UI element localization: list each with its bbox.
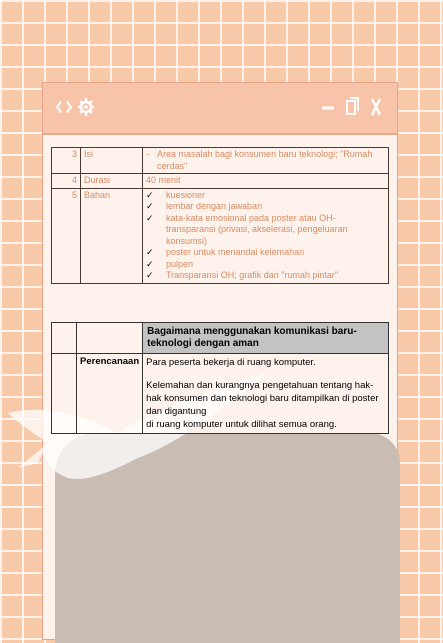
document-window: [42, 82, 398, 640]
row-content: 40 menit: [143, 174, 389, 189]
list-item: ✓ Transparansi OH; grafik dari "rumah pintar": [146, 270, 339, 280]
list-item: ✓ pulpen: [146, 258, 194, 269]
close-icon[interactable]: [367, 95, 385, 119]
materials-table: [51, 147, 389, 284]
materials-checklist: [146, 190, 385, 282]
content-text: Area masalah bagi konsumen baru teknologi; "Rumah cerdas": [157, 149, 373, 171]
paragraph: Kelemahan dan kurangnya pengetahuan tentang hak-hak konsumen dan teknologi baru ditampilkan di poster dan digantung: [146, 379, 379, 417]
title-bar: [43, 83, 397, 135]
row-content: [143, 188, 389, 283]
paragraph: Para peserta bekerja di ruang komputer.: [146, 356, 316, 368]
table-row: [52, 174, 389, 189]
table-header-row: [52, 322, 389, 353]
list-item: ✓ poster untuk menandai kelemahan: [146, 247, 305, 257]
row-number: 4: [52, 174, 81, 189]
paragraph: di ruang komputer untuk dilihat semua orang.: [146, 418, 337, 430]
copy-icon[interactable]: [343, 95, 361, 119]
minimize-icon[interactable]: [319, 95, 337, 119]
gear-icon[interactable]: [77, 95, 95, 119]
list-item: ✓ kuesioner: [146, 189, 206, 200]
checkmark-icon: ✓: [146, 270, 154, 280]
list-item: ✓ kata-kata emosional pada poster atau OH-transparansi (privasi, akselerasi, pengeluaran konsumsi): [146, 212, 348, 246]
checkmark-icon: ✓: [146, 258, 154, 269]
table-row: [52, 353, 389, 433]
planning-table: [51, 322, 389, 434]
row-label: Isi: [81, 148, 143, 174]
dash-bullet: -: [146, 149, 149, 159]
row-content: [143, 148, 389, 174]
row-content: [143, 353, 389, 433]
row-label: Perencanaan: [77, 353, 143, 433]
row-label: Bahan: [81, 188, 143, 283]
row-label: Durasi: [81, 174, 143, 189]
checkmark-icon: ✓: [146, 201, 154, 211]
checkmark-icon: ✓: [146, 189, 154, 200]
code-brackets-icon[interactable]: [55, 95, 73, 119]
table-header: Bagaimana menggunakan komunikasi baru-teknologi dengan aman: [143, 322, 389, 353]
checkmark-icon: ✓: [146, 212, 154, 223]
row-number: 5: [52, 188, 81, 283]
row-number: 3: [52, 148, 81, 174]
checkmark-icon: ✓: [146, 247, 154, 257]
content: [51, 147, 389, 434]
table-row: [52, 188, 389, 283]
list-item: ✓ lembar dengan jawaban: [146, 201, 263, 211]
table-row: [52, 148, 389, 174]
